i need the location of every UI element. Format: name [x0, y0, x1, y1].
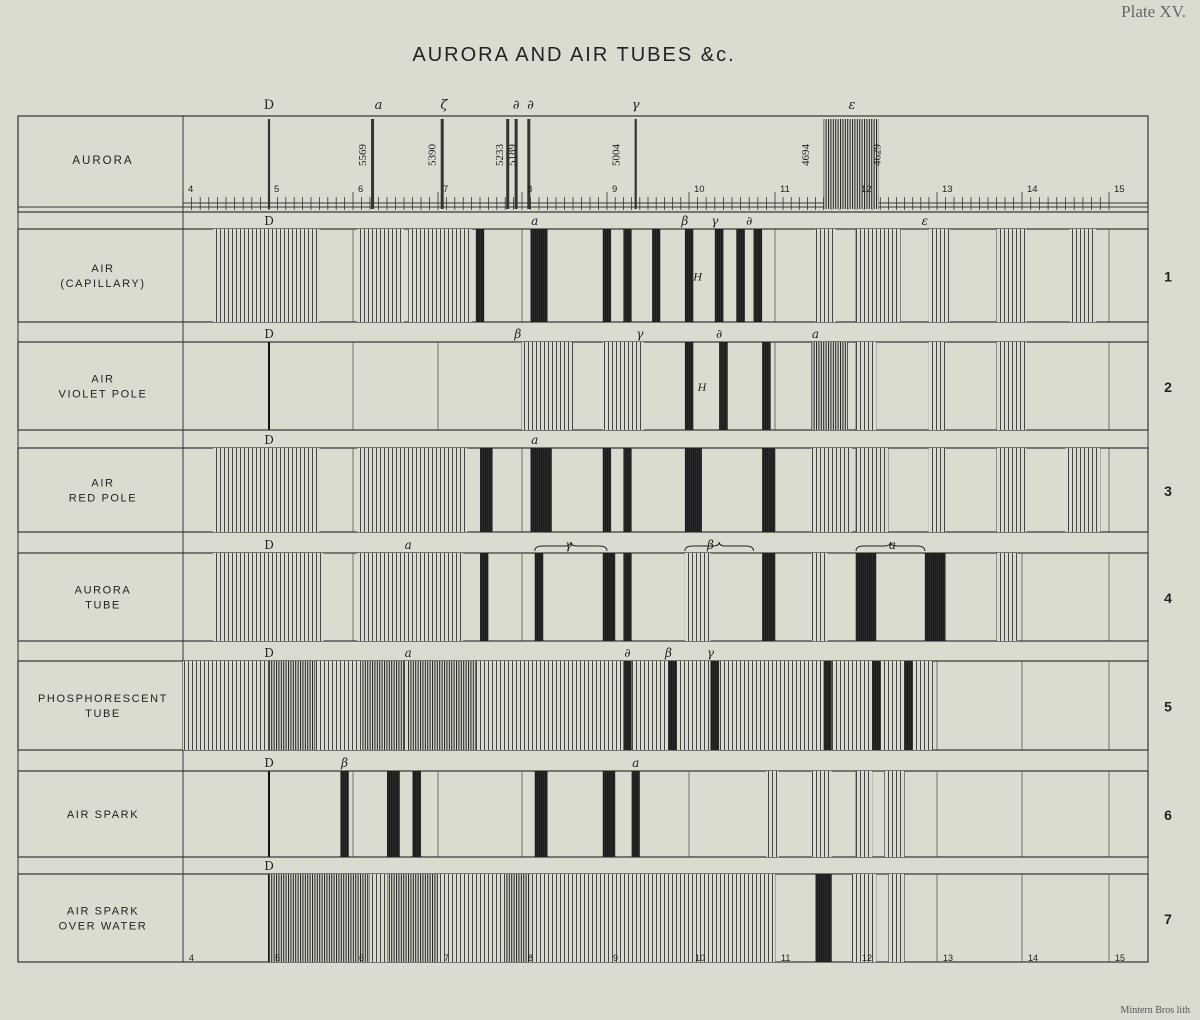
row-1-spectrum-box [18, 229, 1148, 322]
row-2-band [719, 342, 728, 430]
row-3-band [997, 448, 1027, 532]
row-4-band [623, 553, 631, 641]
row-5-band [623, 661, 631, 750]
wavelength-label: 5189 [506, 144, 519, 166]
row-3-band [213, 448, 319, 532]
row-5-marker: γ [706, 646, 715, 660]
bottom-scale-number-4: 4 [189, 953, 195, 963]
row-3-number: 3 [1164, 483, 1172, 499]
row-7-band [888, 874, 904, 962]
row-5-marker: D [264, 646, 274, 660]
row-5-number: 5 [1164, 698, 1172, 715]
row-7-label-line: AIR SPARK [66, 905, 140, 918]
row-6-label-line: AIR SPARK [66, 809, 140, 821]
row-2-band [762, 342, 771, 430]
bottom-scale-number-15: 15 [1115, 953, 1126, 963]
row-2-band [929, 342, 946, 430]
row-4-band [480, 553, 488, 641]
row-1-band [997, 229, 1027, 322]
bottom-scale-number-14: 14 [1028, 953, 1039, 963]
scale-number-13: 13 [942, 184, 953, 195]
aurora-marker-0: D [263, 98, 275, 113]
row-7-band [852, 874, 876, 962]
row-1-band [213, 229, 319, 322]
aurora-marker-1: a [374, 98, 383, 113]
row-1-band [1070, 229, 1096, 322]
row-2-marker: ∂ [715, 327, 723, 341]
aurora-marker-4: ∂ [527, 98, 534, 113]
row-3-marker-strip [18, 430, 1148, 448]
row-6-band [884, 771, 904, 857]
row-1-band [623, 229, 631, 322]
scale-number-15: 15 [1114, 184, 1125, 195]
row-5-label-line: TUBE [85, 708, 121, 720]
row-5-band [711, 661, 720, 750]
row-4-band [417, 553, 463, 641]
row-4-number: 4 [1164, 590, 1172, 606]
row-5-band [824, 661, 832, 750]
row-5-band [872, 661, 880, 750]
row-1-marker: D [264, 214, 274, 228]
row-1-band [754, 229, 763, 322]
row-4-label-line: TUBE [85, 599, 121, 612]
row-4-band [856, 553, 876, 641]
row-2-number: 2 [1164, 379, 1172, 395]
row-2-marker: D [264, 327, 274, 341]
row-2-band [603, 342, 644, 430]
row-1-band [603, 229, 611, 322]
row-5-band [408, 661, 476, 750]
bottom-scale-number-8: 8 [528, 953, 534, 963]
row-2-marker: β [514, 327, 522, 341]
row-6-band [340, 771, 348, 857]
row-5-label-line: PHOSPHORESCENT [38, 693, 168, 705]
row-4-marker-strip [18, 532, 1148, 553]
scale-number-5: 5 [274, 184, 280, 195]
aurora-marker-6: ε [848, 98, 856, 113]
scale-number-14: 14 [1027, 184, 1038, 195]
row-2-band [856, 342, 876, 430]
aurora-label: AURORA [72, 155, 134, 167]
row-1-band [856, 229, 901, 322]
row-1-marker-strip [18, 207, 1148, 229]
row-2-band [997, 342, 1027, 430]
row-1-band [715, 229, 724, 322]
aurora-panel-border [18, 116, 1148, 212]
bottom-scale-number-12: 12 [862, 953, 873, 963]
row-5-band [669, 661, 677, 750]
row-4-marker: β [707, 538, 714, 552]
aurora-marker-5: γ [631, 98, 640, 113]
row-4-band [811, 553, 827, 641]
bottom-scale-number-13: 13 [943, 953, 954, 963]
bottom-scale-number-5: 5 [275, 953, 281, 963]
row-4-spectrum-box [18, 553, 1148, 641]
row-5-marker: ∂ [624, 646, 631, 660]
row-4-marker: γ [565, 538, 573, 552]
row-1-band [816, 229, 836, 322]
row-1-band [531, 229, 548, 322]
row-1-marker: ε [921, 214, 929, 228]
bottom-scale-number-7: 7 [444, 953, 450, 963]
row-3-marker: D [264, 433, 274, 447]
row-1-band [408, 229, 471, 322]
row-1-marker: γ [711, 214, 719, 228]
row-5-marker: a [404, 646, 412, 660]
row-1-number: 1 [1164, 268, 1172, 285]
bottom-scale-number-9: 9 [613, 953, 619, 963]
row-2-marker: a [811, 327, 820, 341]
wavelength-label: 5390 [426, 144, 439, 166]
row-1-band [685, 229, 693, 322]
row-2-band [522, 342, 573, 430]
scale-number-10: 10 [694, 184, 705, 195]
plate-number: Plate XV. [1121, 2, 1186, 21]
bottom-scale-number-10: 10 [695, 953, 706, 963]
row-6-band [766, 771, 779, 857]
row-2-label-line: AIR [91, 373, 115, 386]
row-2-band [685, 342, 693, 430]
row-4-label-line: AURORA [74, 584, 132, 597]
row-3-band [1066, 448, 1101, 532]
row-3-band [603, 448, 611, 532]
row-4-marker: a [888, 538, 897, 552]
scale-number-7: 7 [443, 184, 449, 195]
row-2-marker: γ [636, 327, 644, 341]
wavelength-label: 5004 [610, 144, 623, 166]
row-2-label-line: VIOLET POLE [58, 388, 148, 401]
row-1-marker: a [531, 214, 539, 228]
row-6-band [856, 771, 872, 857]
bottom-scale-number-11: 11 [781, 953, 791, 963]
wavelength-label: 4694 [800, 144, 813, 166]
wavelength-label: 5233 [493, 144, 506, 167]
row-1-label-line: (CAPILLARY) [60, 278, 146, 290]
row-4-brace [685, 542, 754, 551]
row-1-band [357, 229, 404, 322]
row-3-band [623, 448, 631, 532]
row-2-band [811, 342, 847, 430]
row-1-marker: ∂ [746, 214, 753, 228]
row-5-band [362, 661, 405, 750]
scale-number-12: 12 [861, 184, 872, 195]
row-5-band [905, 661, 913, 750]
row-3-band [762, 448, 775, 532]
row-6-marker: D [264, 756, 274, 770]
scale-number-8: 8 [527, 184, 533, 195]
row-6-band [811, 771, 831, 857]
row-7-band [816, 874, 832, 962]
row-6-band [387, 771, 400, 857]
row-6-marker: β [341, 756, 349, 770]
wavelength-label: 5569 [357, 144, 370, 166]
row-7-number: 7 [1164, 911, 1172, 927]
row-4-band [213, 553, 324, 641]
row-4-band [685, 553, 711, 641]
row-6-band [603, 771, 615, 857]
row-7-label-line: OVER WATER [58, 920, 148, 933]
row-6-spectrum-box [18, 771, 1148, 857]
row-6-number: 6 [1164, 807, 1172, 823]
row-6-band [535, 771, 548, 857]
aurora-marker-2: ζ [440, 98, 448, 113]
row-2-marker-strip [18, 322, 1148, 342]
row-3-band [531, 448, 552, 532]
scale-number-4: 4 [188, 184, 194, 195]
plate-title: AURORA AND AIR TUBES &c. [412, 44, 736, 66]
row-1-band [652, 229, 660, 322]
row-3-label-line: RED POLE [68, 492, 138, 505]
row-7-band [387, 874, 438, 962]
row-3-spectrum-box [18, 448, 1148, 532]
row-6-marker-strip [18, 750, 1148, 771]
row-4-band [762, 553, 775, 641]
row-7-marker: D [264, 859, 274, 873]
row-7-band [269, 874, 370, 962]
aurora-marker-3: ∂ [512, 98, 520, 113]
scale-number-11: 11 [780, 184, 790, 195]
row-1-band [736, 229, 745, 322]
row-2-inner-label: H [697, 380, 707, 394]
row-3-band [685, 448, 702, 532]
row-1-inner-label: H [693, 269, 702, 284]
row-5-marker-strip [18, 641, 1148, 661]
row-4-band [925, 553, 946, 641]
row-1-label-line: AIR [91, 263, 115, 275]
row-7-marker-strip [18, 857, 1148, 874]
row-1-marker: β [681, 214, 689, 228]
row-6-band [632, 771, 640, 857]
row-7-band [505, 874, 530, 962]
row-4-marker: a [404, 538, 412, 552]
row-3-band [480, 448, 493, 532]
row-3-band [811, 448, 852, 532]
row-6-marker: a [632, 756, 640, 770]
row-7-band [607, 874, 673, 962]
row-4-band [535, 553, 544, 641]
row-4-band [997, 553, 1018, 641]
row-4-band [357, 553, 417, 641]
printer-credit: Mintern Bros lith [1120, 1005, 1190, 1016]
row-5-band [269, 661, 315, 750]
row-2-spectrum-box [18, 342, 1148, 430]
row-3-label-line: AIR [91, 477, 115, 490]
row-4-marker: D [264, 538, 274, 552]
row-1-band [929, 229, 950, 322]
bottom-scale-number-6: 6 [359, 953, 365, 963]
scale-number-9: 9 [612, 184, 618, 195]
row-3-marker: a [531, 433, 539, 447]
row-1-band [476, 229, 484, 322]
row-3-band [357, 448, 467, 532]
row-3-band [929, 448, 946, 532]
row-4-band [603, 553, 615, 641]
wavelength-label: 4629 [871, 144, 884, 166]
row-6-band [413, 771, 422, 857]
row-5-marker: β [665, 646, 672, 660]
scale-number-6: 6 [358, 184, 364, 195]
row-3-band [856, 448, 888, 532]
